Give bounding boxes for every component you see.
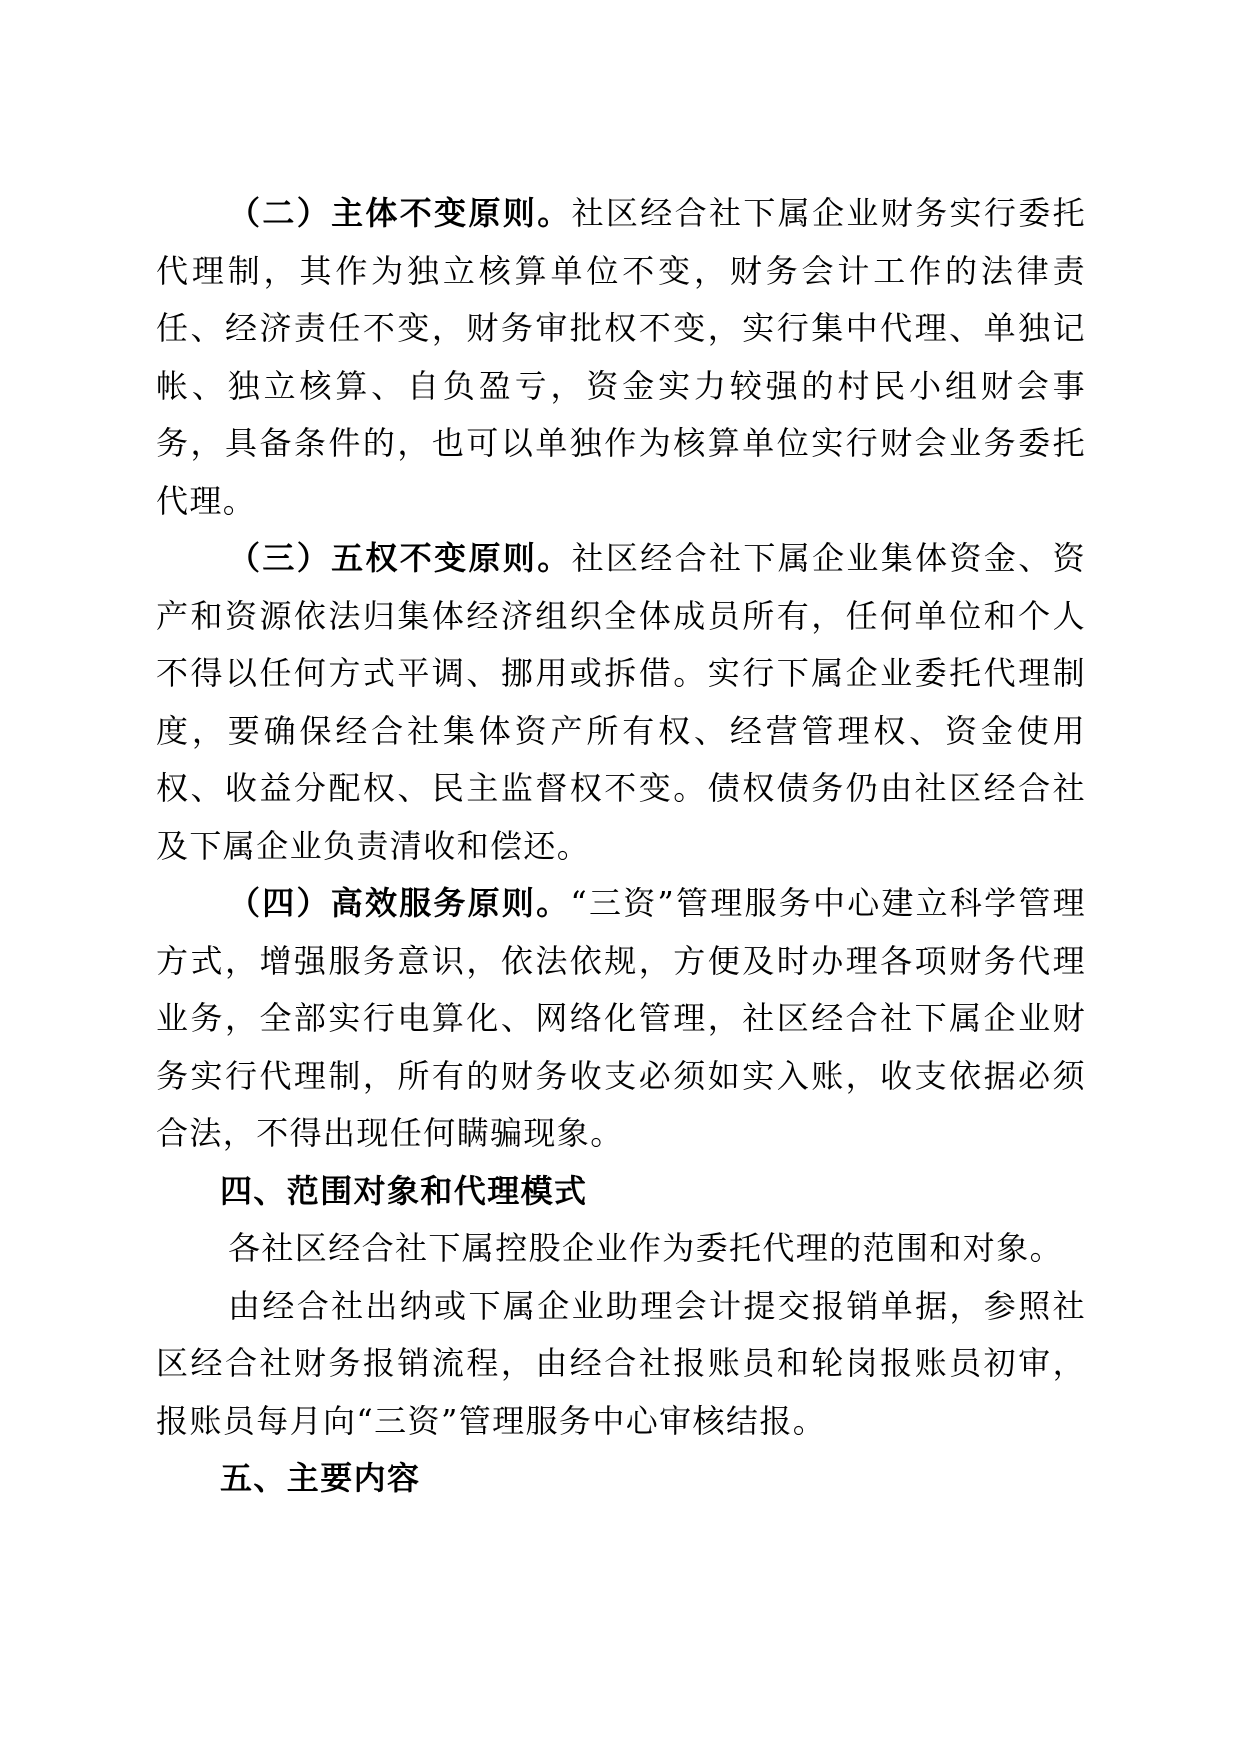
- principle-4-title: （四）高效服务原则。: [228, 884, 571, 922]
- principle-3-text: 社区经合社下属企业集体资金、资产和资源依法归集体经济组织全体成员所有，任何单位和个人不得以任何方式平调、挪用或拆借。实行下属企业委托代理制度，要确保经合社集体资产所有权、经营管理权、资金使用权、收益分配权、民主监督权不变。债权债务仍由社区经合社及下属企业负责清收和偿还。: [156, 539, 1086, 865]
- document-body: [156, 185, 1086, 1508]
- principle-paragraph-4: [156, 875, 1086, 1163]
- principle-2-title: （二）主体不变原则。: [228, 194, 572, 232]
- principle-paragraph-3: [156, 530, 1086, 875]
- principle-4-text: “三资”管理服务中心建立科学管理方式，增强服务意识，依法依规，方便及时办理各项财务代理业务，全部实行电算化、网络化管理，社区经合社下属企业财务实行代理制，所有的财务收支必须如实入账，收支依据必须合法，不得出现任何瞒骗现象。: [156, 884, 1086, 1152]
- section-heading-4: 四、范围对象和代理模式: [220, 1171, 588, 1210]
- principle-3-title: （三）五权不变原则。: [228, 539, 572, 577]
- section-heading-5: 五、主要内容: [220, 1459, 421, 1497]
- process-paragraph: 由经合社出纳或下属企业助理会计提交报销单据，参照社区经合社财务报销流程，由经合社报账员和轮岗报账员初审，报账员每月向“三资”管理服务中心审核结报。: [156, 1286, 1086, 1440]
- principle-2-text: 社区经合社下属企业财务实行委托代理制，其作为独立核算单位不变，财务会计工作的法律责任、经济责任不变，财务审批权不变，实行集中代理、单独记帐、独立核算、自负盈亏，资金实力较强的村民小组财会事务，具备条件的，也可以单独作为核算单位实行财会业务委托代理。: [156, 194, 1086, 520]
- principle-paragraph-2: [156, 185, 1086, 530]
- scope-paragraph: 各社区经合社下属控股企业作为委托代理的范围和对象。: [228, 1229, 1064, 1267]
